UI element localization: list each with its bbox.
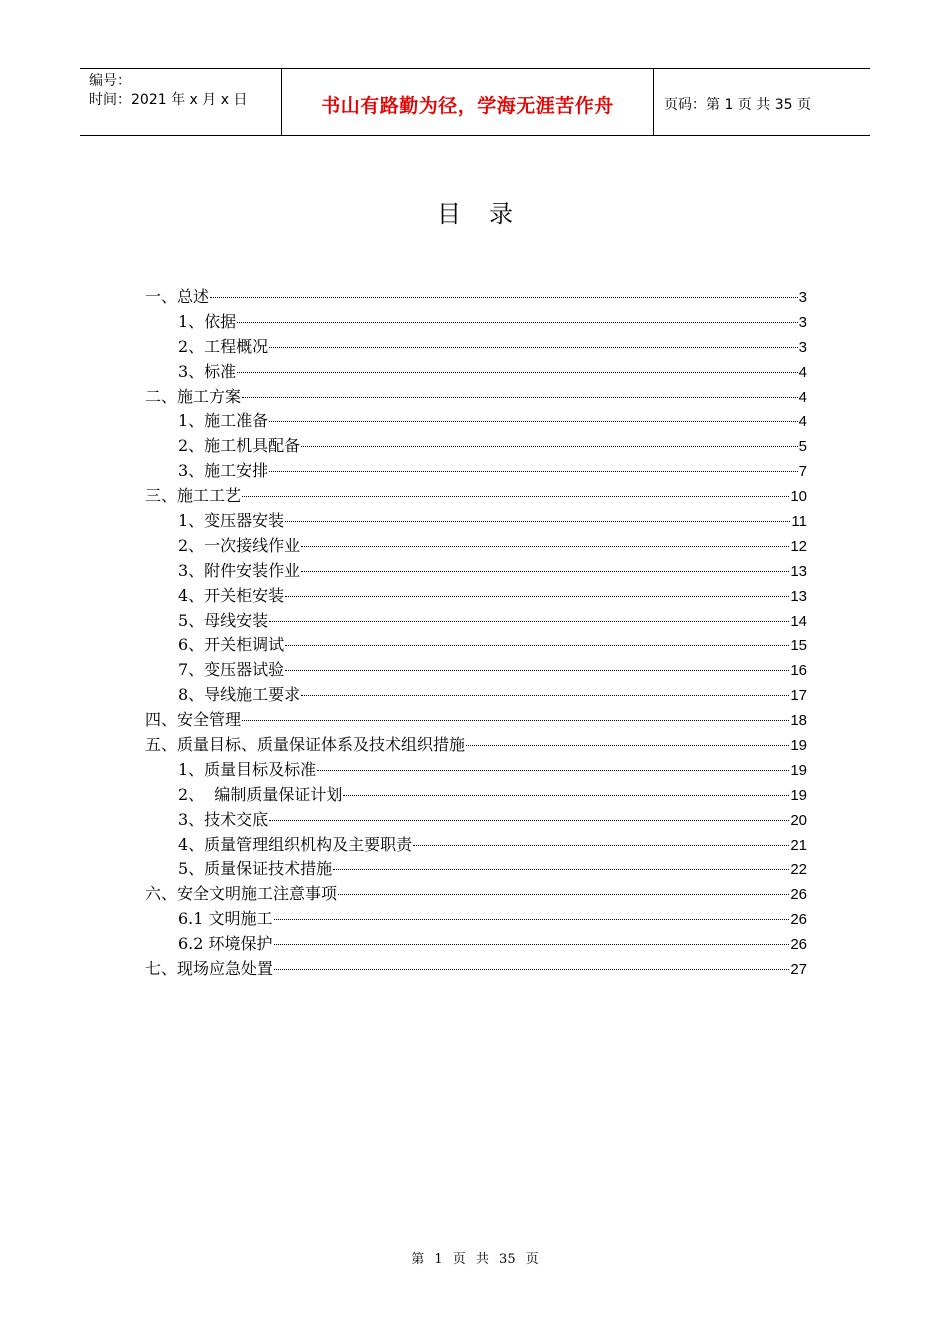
toc-entry-label: 3、标准 xyxy=(178,361,237,381)
toc-entry-label: 5、质量保证技术措施 xyxy=(178,859,333,879)
toc-dot-leader xyxy=(301,546,789,547)
toc-entry-page: 4 xyxy=(798,388,807,406)
toc-entry-page: 18 xyxy=(790,712,807,730)
toc-dot-leader xyxy=(237,372,797,373)
toc-entry[interactable] xyxy=(145,309,807,334)
toc-entry-label: 五、质量目标、质量保证体系及技术组织措施 xyxy=(145,735,466,755)
toc-entry[interactable] xyxy=(145,359,807,384)
toc-entry-label: 6.2 环境保护 xyxy=(178,934,273,954)
toc-entry[interactable] xyxy=(145,433,807,458)
toc-entry[interactable] xyxy=(145,832,807,857)
toc-entry[interactable] xyxy=(145,906,807,931)
toc-entry-label: 1、变压器安装 xyxy=(178,511,285,531)
toc-entry[interactable] xyxy=(145,682,807,707)
toc-entry[interactable] xyxy=(145,458,807,483)
toc-dot-leader xyxy=(317,770,789,771)
toc-dot-leader xyxy=(285,521,790,522)
toc-entry-label: 六、安全文明施工注意事项 xyxy=(145,884,338,904)
document-number-label: 编号： xyxy=(89,73,131,89)
header-motto-cell xyxy=(282,69,654,135)
toc-dot-leader xyxy=(237,322,797,323)
toc-entry-page: 19 xyxy=(790,786,807,804)
toc-entry-page: 7 xyxy=(798,463,807,481)
toc-entry-label: 6.1 文明施工 xyxy=(178,909,273,929)
toc-dot-leader xyxy=(285,670,789,671)
toc-entry-label: 2、 编制质量保证计划 xyxy=(178,784,343,804)
toc-dot-leader xyxy=(242,496,789,497)
toc-entry[interactable] xyxy=(145,856,807,881)
toc-entry-label: 7、变压器试验 xyxy=(178,660,285,680)
header-meta xyxy=(80,69,282,135)
toc-entry[interactable] xyxy=(145,757,807,782)
toc-entry-page: 19 xyxy=(790,761,807,779)
toc-dot-leader xyxy=(413,845,789,846)
toc-entry[interactable] xyxy=(145,558,807,583)
toc-entry[interactable] xyxy=(145,881,807,906)
toc-dot-leader xyxy=(242,397,798,398)
page-footer: 第 1 页 共 35 页 xyxy=(411,1252,539,1267)
header-motto: 书山有路勤为径，学海无涯苦作舟 xyxy=(321,94,614,117)
toc-entry-page: 13 xyxy=(790,587,807,605)
toc-dot-leader xyxy=(269,820,789,821)
toc-dot-leader xyxy=(269,621,789,622)
toc-entry-page: 10 xyxy=(790,488,807,506)
toc-dot-leader xyxy=(274,919,790,920)
toc-entry-page: 13 xyxy=(790,562,807,580)
toc-entry[interactable] xyxy=(145,483,807,508)
toc-entry-label: 6、开关柜调试 xyxy=(178,635,285,655)
toc-entry-page: 4 xyxy=(798,363,807,381)
toc-entry[interactable] xyxy=(145,782,807,807)
toc-dot-leader xyxy=(301,571,789,572)
toc-entry[interactable] xyxy=(145,583,807,608)
toc-dot-leader xyxy=(210,297,798,298)
toc-entry-label: 二、施工方案 xyxy=(145,386,242,406)
toc-dot-leader xyxy=(343,795,789,796)
toc-entry[interactable] xyxy=(145,931,807,956)
toc-entry-page: 11 xyxy=(791,513,807,531)
toc-entry-label: 1、依据 xyxy=(178,311,237,331)
toc-entry-page: 26 xyxy=(790,936,807,954)
toc-dot-leader xyxy=(269,421,797,422)
toc-entry-page: 16 xyxy=(790,662,807,680)
toc-entry-page: 20 xyxy=(790,811,807,829)
toc-entry[interactable] xyxy=(145,807,807,832)
toc-dot-leader xyxy=(301,446,797,447)
toc-entry[interactable] xyxy=(145,408,807,433)
toc-entry-page: 3 xyxy=(798,338,807,356)
toc-entry-page: 22 xyxy=(790,861,807,879)
header-page-info-cell xyxy=(654,69,870,135)
toc-entry[interactable] xyxy=(145,956,807,981)
toc-dot-leader xyxy=(269,471,797,472)
toc-entry-label: 2、施工机具配备 xyxy=(178,436,301,456)
toc-entry-label: 1、施工准备 xyxy=(178,411,269,431)
toc-entry-page: 21 xyxy=(790,836,807,854)
page-header xyxy=(80,68,870,136)
toc-entry[interactable] xyxy=(145,284,807,309)
toc-entry-label: 3、施工安排 xyxy=(178,461,269,481)
toc-entry-page: 27 xyxy=(790,961,807,979)
toc-entry-page: 12 xyxy=(790,537,807,555)
toc-entry-label: 3、附件安装作业 xyxy=(178,560,301,580)
toc-entry-label: 四、安全管理 xyxy=(145,710,242,730)
toc-entry-label: 2、工程概况 xyxy=(178,336,269,356)
toc-entry[interactable] xyxy=(145,384,807,409)
toc-entry-label: 2、一次接线作业 xyxy=(178,535,301,555)
toc-entry[interactable] xyxy=(145,657,807,682)
table-of-contents xyxy=(145,284,807,981)
toc-dot-leader xyxy=(274,944,790,945)
toc-dot-leader xyxy=(466,745,789,746)
toc-entry-page: 26 xyxy=(790,886,807,904)
toc-entry-page: 5 xyxy=(798,438,807,456)
toc-entry[interactable] xyxy=(145,632,807,657)
toc-entry[interactable] xyxy=(145,508,807,533)
toc-entry-page: 4 xyxy=(798,413,807,431)
toc-entry-page: 14 xyxy=(790,612,807,630)
toc-entry-label: 七、现场应急处置 xyxy=(145,959,274,979)
toc-entry-label: 4、开关柜安装 xyxy=(178,585,285,605)
toc-dot-leader xyxy=(269,347,797,348)
toc-entry-page: 3 xyxy=(798,289,807,306)
page-title: 目录 xyxy=(437,200,541,228)
toc-dot-leader xyxy=(285,596,789,597)
toc-entry-label: 一、总述 xyxy=(145,287,210,306)
toc-entry-label: 3、技术交底 xyxy=(178,809,269,829)
toc-entry[interactable] xyxy=(145,732,807,757)
toc-dot-leader xyxy=(274,969,789,970)
toc-entry[interactable] xyxy=(145,707,807,732)
toc-entry-page: 15 xyxy=(790,637,807,655)
toc-dot-leader xyxy=(333,869,789,870)
toc-dot-leader xyxy=(285,645,789,646)
toc-entry-label: 三、施工工艺 xyxy=(145,486,242,506)
document-time-label: 时间：2021 年 x 月 x 日 xyxy=(89,92,248,108)
toc-entry[interactable] xyxy=(145,533,807,558)
toc-entry-page: 3 xyxy=(798,313,807,331)
toc-entry-label: 5、母线安装 xyxy=(178,610,269,630)
toc-dot-leader xyxy=(338,894,789,895)
header-page-info: 页码：第 1 页 共 35 页 xyxy=(664,97,811,113)
toc-dot-leader xyxy=(301,695,789,696)
toc-entry-page: 19 xyxy=(790,737,807,755)
toc-entry-label: 1、质量目标及标准 xyxy=(178,759,317,779)
toc-entry-page: 17 xyxy=(790,687,807,705)
toc-entry[interactable] xyxy=(145,608,807,633)
toc-entry-page: 26 xyxy=(790,911,807,929)
toc-dot-leader xyxy=(242,720,789,721)
toc-entry-label: 4、质量管理组织机构及主要职责 xyxy=(178,834,413,854)
toc-entry[interactable] xyxy=(145,334,807,359)
toc-entry-label: 8、导线施工要求 xyxy=(178,685,301,705)
